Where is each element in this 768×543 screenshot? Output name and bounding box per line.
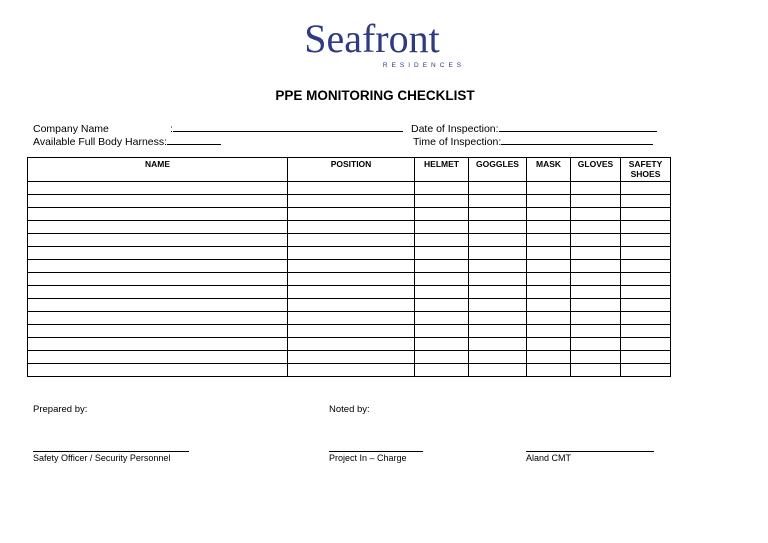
table-cell[interactable] xyxy=(415,325,469,338)
header-safety-shoes: SAFETY SHOES xyxy=(621,158,671,182)
table-cell[interactable] xyxy=(28,221,288,234)
table-cell[interactable] xyxy=(415,247,469,260)
table-cell[interactable] xyxy=(28,364,288,377)
table-cell[interactable] xyxy=(621,182,671,195)
table-cell[interactable] xyxy=(621,273,671,286)
company-name-blank[interactable] xyxy=(173,121,403,132)
table-cell[interactable] xyxy=(415,351,469,364)
table-row xyxy=(28,338,671,351)
table-cell[interactable] xyxy=(28,338,288,351)
table-row xyxy=(28,325,671,338)
table-cell[interactable] xyxy=(621,351,671,364)
company-name-separator: : xyxy=(170,123,173,135)
table-cell[interactable] xyxy=(415,299,469,312)
table-row xyxy=(28,221,671,234)
table-cell[interactable] xyxy=(415,208,469,221)
table-cell[interactable] xyxy=(621,221,671,234)
company-name-label: Company Name xyxy=(33,123,109,135)
table-cell[interactable] xyxy=(415,338,469,351)
table-cell[interactable] xyxy=(469,299,527,312)
table-cell[interactable] xyxy=(288,195,415,208)
table-cell[interactable] xyxy=(415,234,469,247)
table-row xyxy=(28,260,671,273)
time-field xyxy=(413,134,653,148)
table-cell[interactable] xyxy=(28,351,288,364)
prepared-by-label: Prepared by: xyxy=(33,404,88,415)
table-cell[interactable] xyxy=(571,312,621,325)
table-cell[interactable] xyxy=(288,312,415,325)
table-cell[interactable] xyxy=(527,247,571,260)
table-cell[interactable] xyxy=(571,208,621,221)
table-cell[interactable] xyxy=(415,273,469,286)
table-cell[interactable] xyxy=(415,312,469,325)
table-cell[interactable] xyxy=(621,208,671,221)
table-cell[interactable] xyxy=(469,195,527,208)
table-cell[interactable] xyxy=(288,351,415,364)
table-cell[interactable] xyxy=(288,182,415,195)
table-cell[interactable] xyxy=(469,325,527,338)
table-cell[interactable] xyxy=(571,221,621,234)
table-cell[interactable] xyxy=(571,325,621,338)
table-cell[interactable] xyxy=(415,286,469,299)
signature-caption-project-in-charge: Project In – Charge xyxy=(329,453,407,463)
table-row xyxy=(28,364,671,377)
table-cell[interactable] xyxy=(621,299,671,312)
table-row xyxy=(28,351,671,364)
header-helmet: HELMET xyxy=(415,158,469,182)
table-cell[interactable] xyxy=(527,195,571,208)
signature-line-safety-officer[interactable] xyxy=(33,451,189,452)
header-mask: MASK xyxy=(527,158,571,182)
table-cell[interactable] xyxy=(28,208,288,221)
logo-wordmark: Seafront xyxy=(304,16,440,61)
table-row xyxy=(28,182,671,195)
header-gloves: GLOVES xyxy=(571,158,621,182)
table-cell[interactable] xyxy=(571,195,621,208)
table-cell[interactable] xyxy=(469,182,527,195)
table-cell[interactable] xyxy=(527,351,571,364)
table-cell[interactable] xyxy=(288,208,415,221)
table-row xyxy=(28,208,671,221)
table-cell[interactable] xyxy=(571,182,621,195)
table-cell[interactable] xyxy=(527,312,571,325)
table-cell[interactable] xyxy=(288,286,415,299)
table-row xyxy=(28,247,671,260)
table-cell[interactable] xyxy=(28,260,288,273)
table-cell[interactable] xyxy=(28,312,288,325)
table-cell[interactable] xyxy=(621,312,671,325)
table-body xyxy=(28,182,671,377)
signature-line-aland-cmt[interactable] xyxy=(526,451,654,452)
table-cell[interactable] xyxy=(288,338,415,351)
table-cell[interactable] xyxy=(527,364,571,377)
table-row xyxy=(28,273,671,286)
time-blank[interactable] xyxy=(501,134,653,145)
table-cell[interactable] xyxy=(469,260,527,273)
date-label: Date of Inspection: xyxy=(411,123,499,135)
table-row xyxy=(28,286,671,299)
table-cell[interactable] xyxy=(621,234,671,247)
table-cell[interactable] xyxy=(415,182,469,195)
table-cell[interactable] xyxy=(527,221,571,234)
table-cell[interactable] xyxy=(469,234,527,247)
table-cell[interactable] xyxy=(28,325,288,338)
table-cell[interactable] xyxy=(621,260,671,273)
table-cell[interactable] xyxy=(28,182,288,195)
logo-graphic xyxy=(262,10,482,72)
table-row xyxy=(28,299,671,312)
ppe-checklist-table xyxy=(27,157,671,377)
table-cell[interactable] xyxy=(571,351,621,364)
table-cell[interactable] xyxy=(469,208,527,221)
table-cell[interactable] xyxy=(527,182,571,195)
table-cell[interactable] xyxy=(288,247,415,260)
table-cell[interactable] xyxy=(527,325,571,338)
signature-caption-aland-cmt: Aland CMT xyxy=(526,453,572,463)
table-cell[interactable] xyxy=(288,273,415,286)
signature-caption-safety-officer: Safety Officer / Security Personnel xyxy=(33,453,171,463)
date-blank[interactable] xyxy=(499,121,657,132)
table-cell[interactable] xyxy=(288,234,415,247)
table-cell[interactable] xyxy=(415,195,469,208)
logo-subtext: RESIDENCES xyxy=(382,62,466,69)
table-cell[interactable] xyxy=(571,273,621,286)
table-header-row xyxy=(28,158,671,182)
table-cell[interactable] xyxy=(527,208,571,221)
table-cell[interactable] xyxy=(28,234,288,247)
seafront-logo xyxy=(262,10,482,72)
table-cell[interactable] xyxy=(527,286,571,299)
table-cell[interactable] xyxy=(571,299,621,312)
table-cell[interactable] xyxy=(469,273,527,286)
table-cell[interactable] xyxy=(469,351,527,364)
table-cell[interactable] xyxy=(288,299,415,312)
table-cell[interactable] xyxy=(415,364,469,377)
signature-line-project-in-charge[interactable] xyxy=(329,451,423,452)
table-cell[interactable] xyxy=(28,195,288,208)
table-cell[interactable] xyxy=(415,260,469,273)
table-cell[interactable] xyxy=(571,364,621,377)
table-row xyxy=(28,234,671,247)
header-goggles: GOGGLES xyxy=(469,158,527,182)
table-cell[interactable] xyxy=(571,286,621,299)
harness-label: Available Full Body Harness: xyxy=(33,136,168,148)
table-cell[interactable] xyxy=(469,221,527,234)
table-cell[interactable] xyxy=(28,286,288,299)
harness-field xyxy=(33,134,221,148)
table-cell[interactable] xyxy=(288,325,415,338)
table-cell[interactable] xyxy=(288,364,415,377)
table-cell[interactable] xyxy=(469,364,527,377)
date-field xyxy=(411,121,657,135)
table-cell[interactable] xyxy=(527,273,571,286)
header-position: POSITION xyxy=(288,158,415,182)
table-cell[interactable] xyxy=(288,260,415,273)
table-cell[interactable] xyxy=(571,247,621,260)
table-cell[interactable] xyxy=(469,338,527,351)
harness-blank[interactable] xyxy=(167,134,221,145)
table-cell[interactable] xyxy=(621,195,671,208)
table-cell[interactable] xyxy=(28,299,288,312)
company-name-field xyxy=(33,121,403,135)
table-cell[interactable] xyxy=(28,273,288,286)
table-cell[interactable] xyxy=(415,221,469,234)
noted-by-label: Noted by: xyxy=(329,404,370,415)
table-cell[interactable] xyxy=(469,286,527,299)
table-cell[interactable] xyxy=(469,247,527,260)
table-row xyxy=(28,312,671,325)
table-cell[interactable] xyxy=(527,260,571,273)
table-cell[interactable] xyxy=(621,338,671,351)
table-cell[interactable] xyxy=(571,260,621,273)
table-cell[interactable] xyxy=(527,234,571,247)
table-cell[interactable] xyxy=(527,299,571,312)
table-row xyxy=(28,195,671,208)
table-cell[interactable] xyxy=(621,286,671,299)
header-name: NAME xyxy=(28,158,288,182)
table-cell[interactable] xyxy=(621,364,671,377)
table-cell[interactable] xyxy=(469,312,527,325)
table-cell[interactable] xyxy=(527,338,571,351)
table-cell[interactable] xyxy=(571,338,621,351)
page-title: PPE MONITORING CHECKLIST xyxy=(275,88,475,103)
table-cell[interactable] xyxy=(571,234,621,247)
table-cell[interactable] xyxy=(28,247,288,260)
table-cell[interactable] xyxy=(621,247,671,260)
time-label: Time of Inspection: xyxy=(413,136,502,148)
table-cell[interactable] xyxy=(621,325,671,338)
table-cell[interactable] xyxy=(288,221,415,234)
